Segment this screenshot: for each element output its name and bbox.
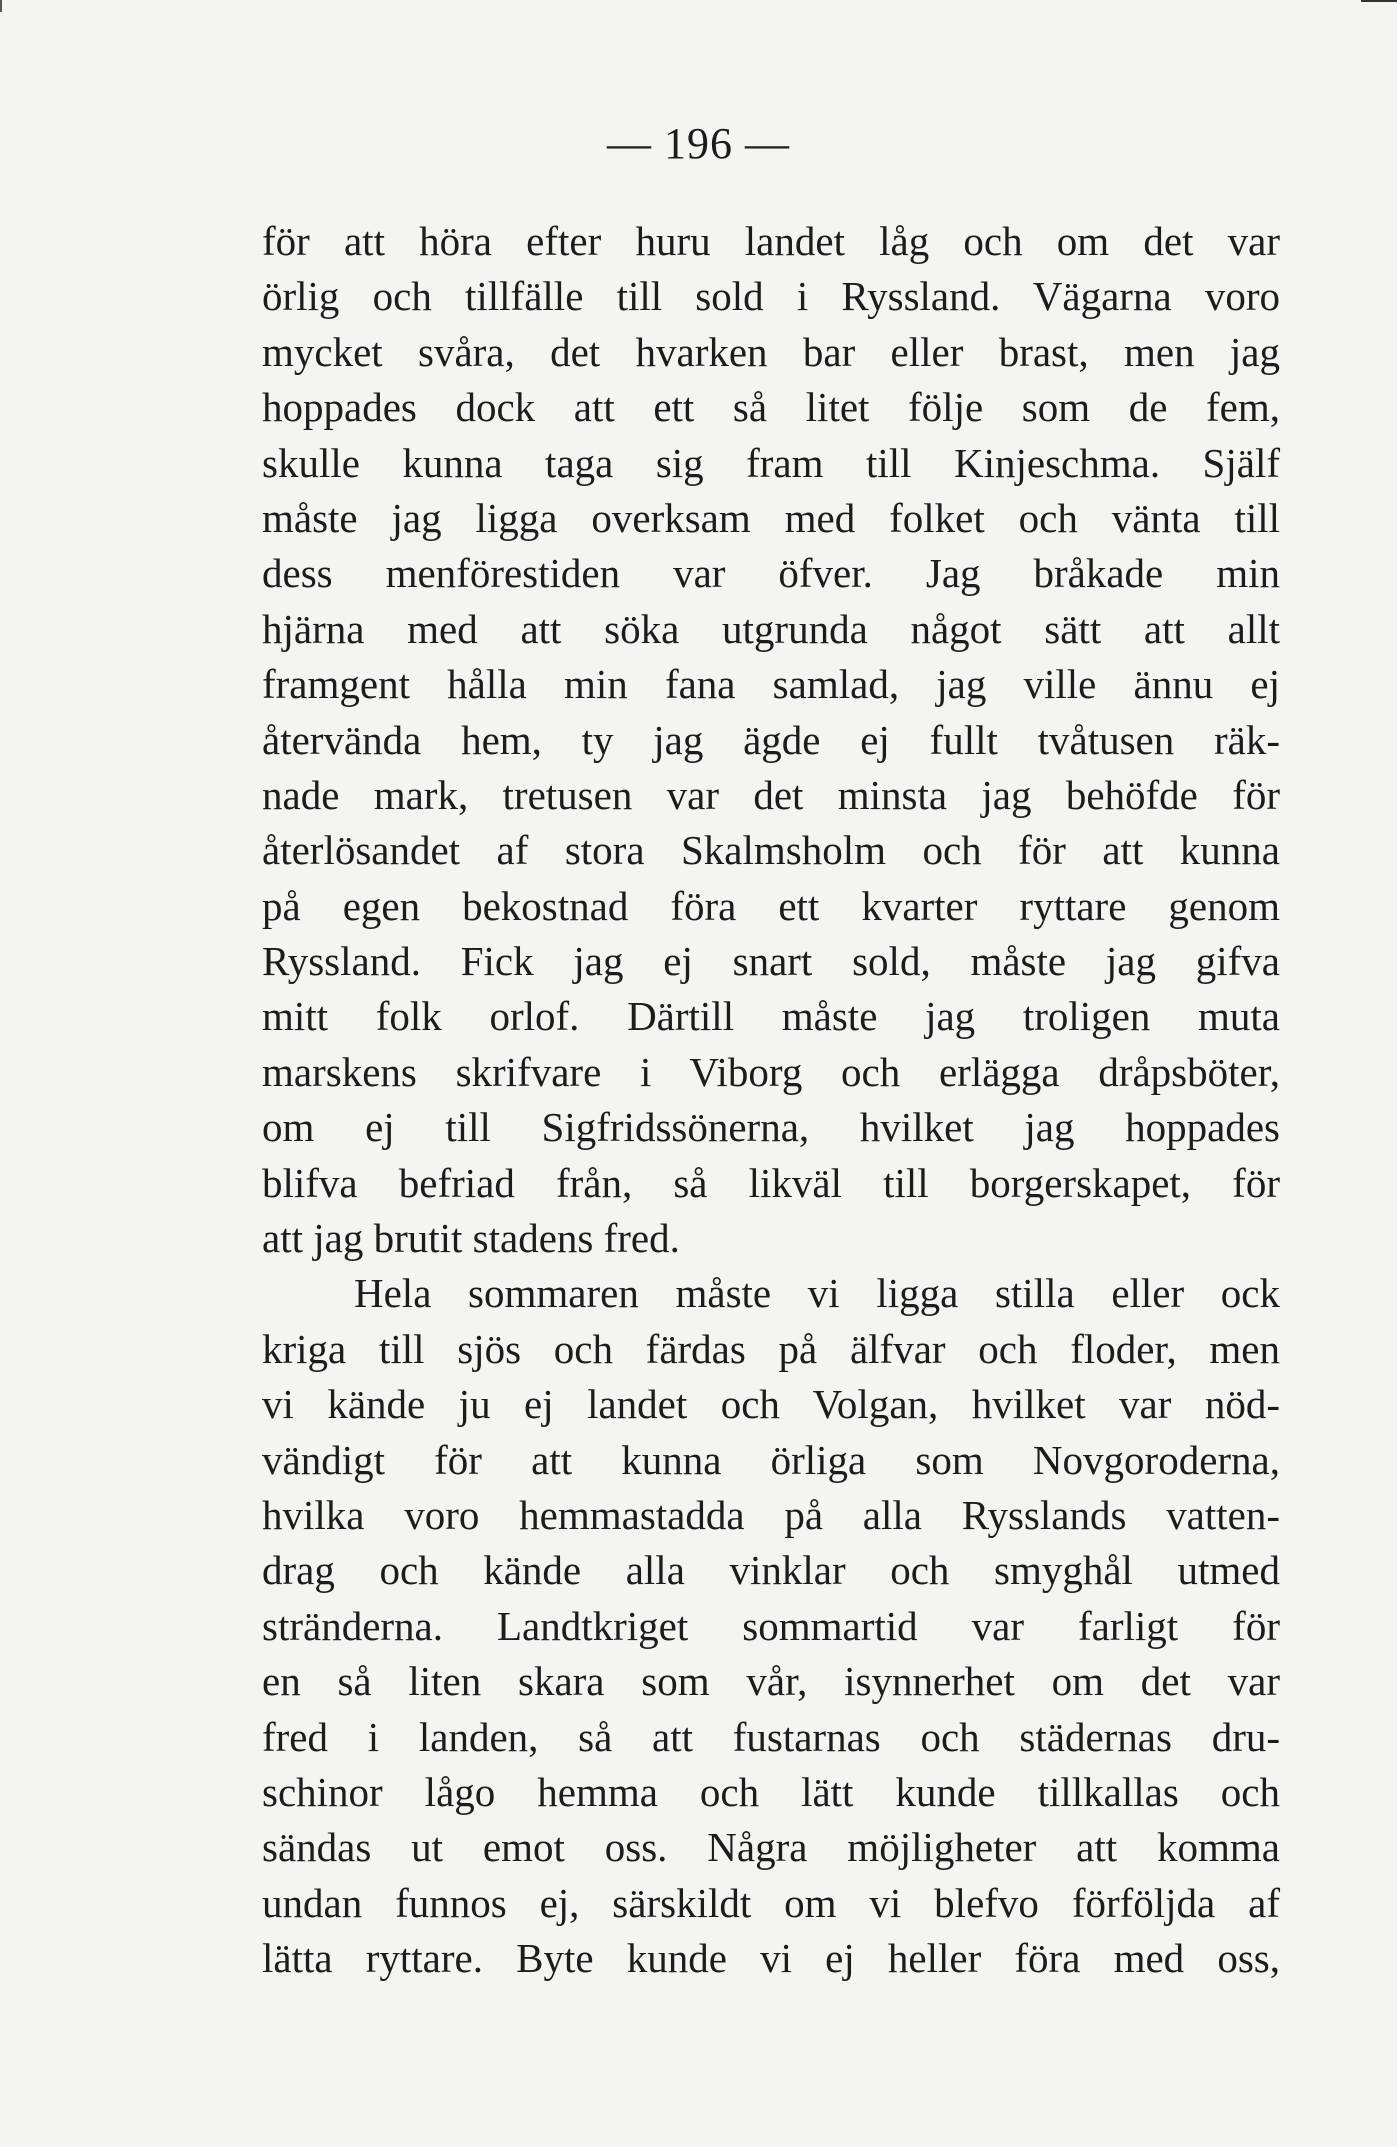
text-line: om ej till Sigfridssönerna, hvilket jag hoppades bbox=[262, 1104, 1280, 1151]
text-line: stränderna. Landtkriget sommartid var farligt för bbox=[262, 1602, 1280, 1649]
text-line: återlösandet af stora Skalmsholm och för att kunna bbox=[262, 827, 1280, 874]
text-line: dess menförestiden var öfver. Jag bråkade min bbox=[262, 550, 1280, 597]
text-line: hvilka voro hemmastadda på alla Rysslands vatten- bbox=[262, 1491, 1280, 1538]
text-line: mitt folk orlof. Därtill måste jag troligen muta bbox=[262, 993, 1280, 1040]
text-line: vändigt för att kunna örliga som Novgoroderna, bbox=[262, 1436, 1280, 1483]
page-number-header: — 196 — bbox=[607, 119, 790, 168]
text-line: för att höra efter huru landet låg och om det var bbox=[262, 218, 1280, 264]
text-line: kriga till sjös och färdas på älfvar och floder, men bbox=[262, 1325, 1280, 1372]
text-line: hoppades dock att ett så litet följe som de fem, bbox=[262, 384, 1280, 431]
text-line: mycket svåra, det hvarken bar eller brast, men jag bbox=[262, 328, 1280, 375]
text-line: en så liten skara som vår, isynnerhet om det var bbox=[262, 1658, 1280, 1705]
text-line: nade mark, tretusen var det minsta jag behöfde för bbox=[262, 771, 1280, 818]
text-line: marskens skrifvare i Viborg och erlägga dråpsböter, bbox=[262, 1048, 1280, 1095]
text-line: sändas ut emot oss. Några möjligheter att komma bbox=[262, 1824, 1280, 1871]
text-line: framgent hålla min fana samlad, jag ville ännu ej bbox=[262, 661, 1280, 708]
text-line: Ryssland. Fick jag ej snart sold, måste jag gifva bbox=[262, 938, 1280, 985]
scan-edge-mark-left bbox=[0, 0, 2, 12]
text-line: måste jag ligga overksam med folket och vänta till bbox=[262, 494, 1280, 541]
text-line: återvända hem, ty jag ägde ej fullt tvåtusen räk- bbox=[262, 716, 1280, 763]
body-text bbox=[262, 214, 1280, 1987]
text-line: örlig och tillfälle till sold i Ryssland. Vägarna voro bbox=[262, 273, 1280, 320]
text-line: på egen bekostnad föra ett kvarter ryttare genom bbox=[262, 882, 1280, 929]
text-line: vi kände ju ej landet och Volgan, hvilket var nöd- bbox=[262, 1381, 1280, 1428]
text-line: lätta ryttare. Byte kunde vi ej heller föra med oss, bbox=[262, 1935, 1280, 1982]
text-line: undan funnos ej, särskildt om vi blefvo förföljda af bbox=[262, 1879, 1280, 1926]
scan-edge-mark-right bbox=[1361, 0, 1397, 2]
text-line: skulle kunna taga sig fram till Kinjeschma. Själf bbox=[262, 439, 1280, 486]
text-line: fred i landen, så att fustarnas och städernas dru- bbox=[262, 1713, 1280, 1760]
text-line: hjärna med att söka utgrunda något sätt att allt bbox=[262, 605, 1280, 652]
text-line: blifva befriad från, så likväl till borgerskapet, för bbox=[262, 1159, 1280, 1206]
text-line: schinor lågo hemma och lätt kunde tillkallas och bbox=[262, 1768, 1280, 1815]
paragraph-end-line: att jag brutit stadens fred. bbox=[262, 1215, 680, 1262]
paragraph-start-line: Hela sommaren måste vi ligga stilla eller ock bbox=[354, 1270, 1280, 1317]
text-line: drag och kände alla vinklar och smyghål utmed bbox=[262, 1547, 1280, 1594]
